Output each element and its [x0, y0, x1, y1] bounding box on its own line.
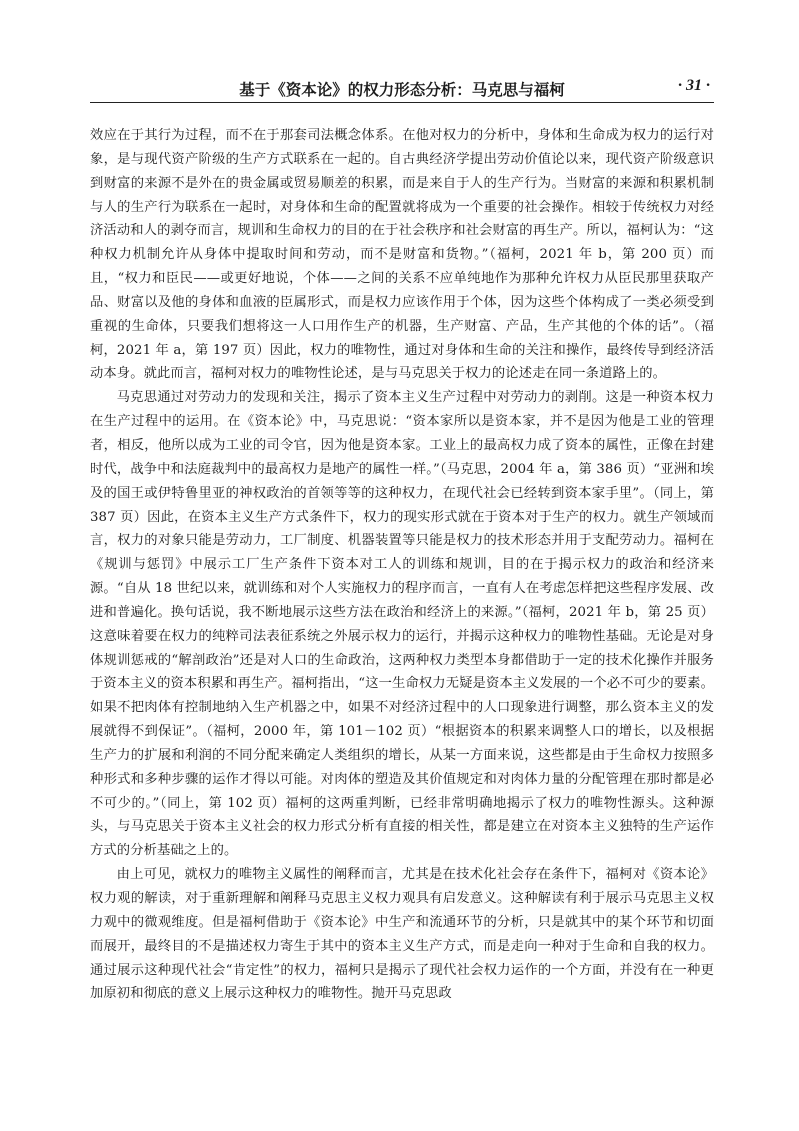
paragraph-conclusion: 由上可见，就权力的唯物主义属性的阐释而言，尤其是在技术化社会存在条件下，福柯对《资本论》权力观的解读，对于重新理解和阐释马克思主义权力观具有启发意义。这种解读有利于展示马克思主义权力观中的微观维度。但是福柯借助于《资本论》中生产和流通环节的分析，只是就其中的某个环节和切面而展开，最终目的不是描述权力寄生于其中的资本主义生产方式，而是走向一种对于生命和自我的权力。通过展示这种现代社会“肯定性”的权力，福柯只是揭示了现代社会权力运作的一个方面，并没有在一种更加原初和彻底的意义上展示这种权力的唯物性。抛开马克思政: [90, 867, 714, 1002]
paragraph-marx-labor-power: 马克思通过对劳动力的发现和关注，揭示了资本主义生产过程中对劳动力的剥削。这是一种资本权力在生产过程中的运用。在《资本论》中，马克思说：“资本家所以是资本家，并不是因为他是工业的管理者，相反，他所以成为工业的司令官，因为他是资本家。工业上的最高权力成了资本的属性，正像在封建时代，战争中和法庭裁判中的最高权力是地产的属性一样。”（马克思，2004 年 a，第 386 页）“亚洲和埃及的国王或伊特鲁里亚的神权政治的首领等等的这种权力，在现代社会已经转到资本家手里”。（同上，第 387 页）因此，在资本主义生产方式条件下，权力的现实形式就在于资本对于生产的权力。就生产领域而言，权力的对象只能是劳动力，工厂制度、机器装置等只能是权力的技术形态并用于支配劳动力。福柯在《规训与惩罚》中展示工厂生产条件下资本对工人的训练和规训，目的在于揭示权力的政治和经济来源。“自从 18 世纪以来，就训练和对个人实施权力的程序而言，一直有人在考虑怎样把这些程序发展、改进和普遍化。换句话说，我不断地展示这些方法在政治和经济上的来源。”（福柯，2021 年 b，第 25 页）这意味着要在权力的纯粹司法表征系统之外展示权力的运行，并揭示这种权力的唯物性基础。无论是对身体规训惩戒的“解剖政治”还是对人口的生命政治，这两种权力类型本身都借助于一定的技术化操作并服务于资本主义的资本积累和再生产。福柯指出，“这一生命权力无疑是资本主义发展的一个必不可少的要素。如果不把肉体有控制地纳入生产机器之中，如果不对经济过程中的人口现象进行调整，那么资本主义的发展就得不到保证”。（福柯，2000 年，第 101－102 页）“根据资本的积累来调整人口的增长，以及根据生产力的扩展和利润的不同分配来确定人类组织的增长，从某一方面来说，这些都是由于生命权力按照多种形式和多种步骤的运作才得以可能。对肉体的塑造及其价值规定和对肉体力量的分配管理在那时都是必不可少的。”（同上，第 102 页）福柯的这两重判断，已经非常明确地揭示了权力的唯物性源头。这种源头，与马克思关于资本主义社会的权力形式分析有直接的相关性，都是建立在对资本主义独特的生产运作方式的分析基础之上的。: [90, 390, 714, 859]
running-header: [90, 70, 714, 104]
body-text: [90, 124, 714, 1006]
running-title: 基于《资本论》的权力形态分析：马克思与福柯: [239, 81, 565, 99]
header-rule: [90, 102, 714, 103]
paragraph-continued: 效应在于其行为过程，而不在于那套司法概念体系。在他对权力的分析中，身体和生命成为权力的运行对象，是与现代资产阶级的生产方式联系在一起的。自古典经济学提出劳动价值论以来，现代资产阶级意识到财富的来源不是外在的贵金属或贸易顺差的积累，而是来自于人的生产行为。当财富的来源和积累机制与人的生产行为联系在一起时，对身体和生命的配置就将成为一个重要的社会操作。相较于传统权力对经济活动和人的剥夺而言，规训和生命权力的目的在于社会秩序和社会财富的再生产。所以，福柯认为：“这种权力机制允许从身体中提取时间和劳动，而不是财富和货物。”（福柯，2021 年 b，第 200 页）而且，“权力和臣民——或更好地说，个体——之间的关系不应单纯地作为那种允许权力从臣民那里获取产品、财富以及他的身体和血液的臣属形式，而是权力应该作用于个体，因为这些个体构成了一类必须受到重视的生命体，只要我们想将这一人口用作生产的机器，生产财富、产品，生产其他的个体的话”。（福柯，2021 年 a，第 197 页）因此，权力的唯物性，通过对身体和生命的关注和操作，最终传导到经济活动本身。就此而言，福柯对权力的唯物性论述，是与马克思关于权力的论述走在同一条道路上的。: [90, 128, 714, 382]
page-number: · 31 ·: [678, 77, 710, 94]
